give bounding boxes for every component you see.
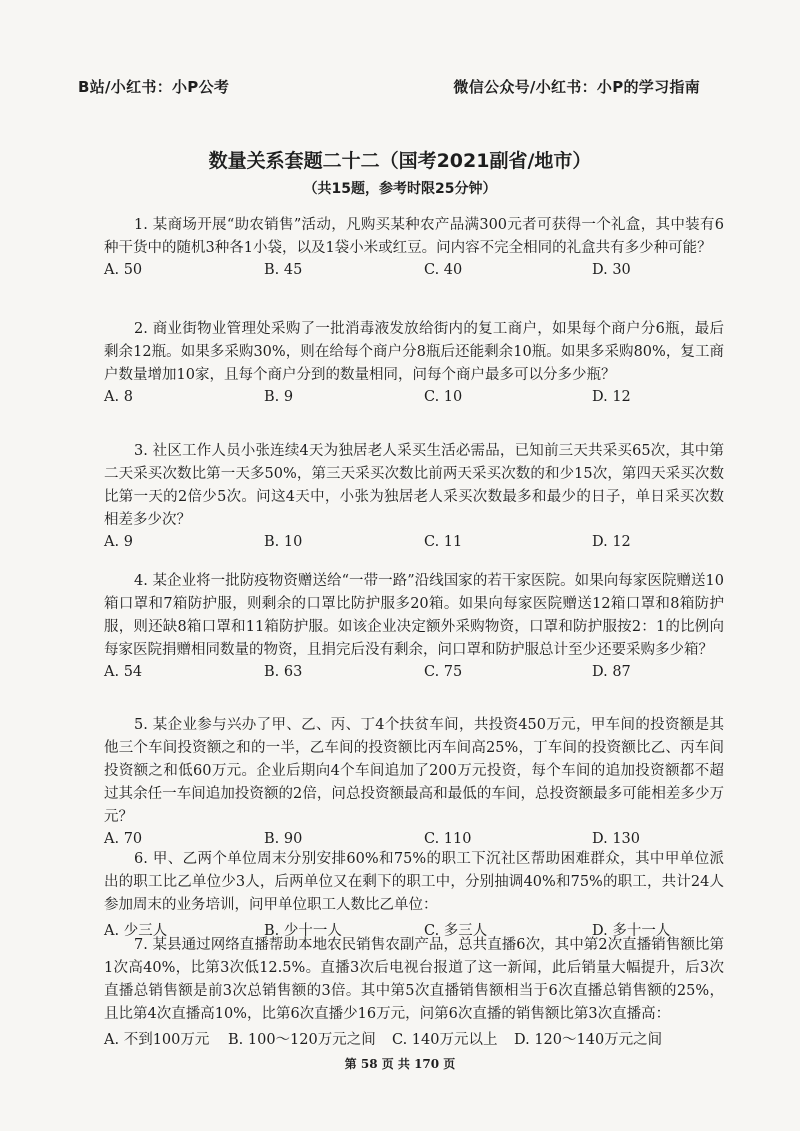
- question-stem: 6. 甲、乙两个单位周末分别安排60%和75%的职工下沉社区帮助困难群众，其中甲单位派出的职工比乙单位少3人，后两单位又在剩下的职工中，分别抽调40%和75%的职工，共计24人参加周末的业务培训，问甲单位职工人数比乙单位：: [104, 851, 724, 913]
- question-stem: 4. 某企业将一批防疫物资赠送给“一带一路”沿线国家的若干家医院。如果向每家医院赠送10箱口罩和7箱防护服，则剩余的口罩比防护服多20箱。如果向每家医院赠送12箱口罩和8箱防护服，则还缺8箱口罩和11箱防护服。如该企业决定额外采购物资，口罩和防护服按2：1的比例向每家医院捐赠相同数量的物资，且捐完后没有剩余，问口罩和防护服总计至少还要采购多少箱？: [104, 573, 724, 658]
- option-a: A. 54: [104, 664, 143, 680]
- option-c: C. 多三人: [424, 923, 488, 939]
- option-a: A. 不到100万元: [104, 1032, 210, 1048]
- options-row: [104, 1028, 724, 1050]
- option-c: C. 110: [424, 831, 472, 847]
- option-b: B. 90: [264, 831, 303, 847]
- option-a: A. 8: [104, 389, 133, 405]
- question-stem: 2. 商业街物业管理处采购了一批消毒液发放给街内的复工商户，如果每个商户分6瓶，最后剩余12瓶。如果多采购30%，则在给每个商户分8瓶后还能剩余10瓶。如果多采购80%，复工商户数量增加10家，且每个商户分到的数量相同，问每个商户最多可以分多少瓶？: [104, 321, 724, 383]
- question-stem: 3. 社区工作人员小张连续4天为独居老人采买生活必需品，已知前三天共采买65次，其中第二天采买次数比第一天多50%，第三天采买次数比前两天采买次数的和少15次，第四天采买次数比第一天的2倍少5次。问这4天中，小张为独居老人采买次数最多和最少的日子，单日采买次数相差多少次？: [104, 443, 724, 528]
- option-d: D. 130: [592, 831, 641, 847]
- options-row: [104, 389, 724, 411]
- page-footer: 第 58 页 共 170 页: [344, 1057, 456, 1071]
- option-a: A. 70: [104, 831, 143, 847]
- option-b: B. 10: [264, 534, 303, 550]
- option-a: A. 50: [104, 262, 143, 278]
- question-stem: 1. 某商场开展“助农销售”活动，凡购买某种农产品满300元者可获得一个礼盒，其中装有6种干货中的随机3种各1小袋，以及1袋小米或红豆。问内容不完全相同的礼盒共有多少种可能？: [104, 217, 724, 256]
- option-b: B. 9: [264, 389, 294, 405]
- options-row: [104, 534, 724, 556]
- option-c: C. 75: [424, 664, 463, 680]
- option-c: C. 11: [424, 534, 463, 550]
- option-c: C. 10: [424, 389, 463, 405]
- options-row: [104, 262, 724, 284]
- option-a: A. 少三人: [104, 923, 168, 939]
- question-4: [104, 570, 724, 686]
- option-b: B. 100～120万元之间: [228, 1032, 376, 1048]
- option-b: B. 63: [264, 664, 303, 680]
- option-d: D. 12: [592, 534, 631, 550]
- question-2: [104, 318, 724, 411]
- option-b: B. 45: [264, 262, 303, 278]
- option-d: D. 87: [592, 664, 631, 680]
- question-stem: 7. 某县通过网络直播帮助本地农民销售农副产品，总共直播6次，其中第2次直播销售额比第1次高40%，比第3次低12.5%。直播3次后电视台报道了这一新闻，此后销量大幅提升，后3次直播总销售额是前3次总销售额的3倍。其中第5次直播销售额相当于6次直播总销售额的25%，且比第4次直播高10%，比第6次直播少16万元，问第6次直播的销售额比第3次直播高：: [104, 937, 724, 1022]
- header-left: B站/小红书：小P公考: [78, 78, 230, 96]
- question-5: [104, 714, 724, 853]
- question-7: [104, 934, 724, 1050]
- page-subtitle: （共15题，参考时限25分钟）: [303, 181, 497, 197]
- question-1: [104, 214, 724, 284]
- option-d: D. 12: [592, 389, 631, 405]
- header-right: 微信公众号/小红书：小P的学习指南: [453, 78, 700, 96]
- option-b: B. 少十一人: [264, 923, 342, 939]
- option-a: A. 9: [104, 534, 133, 550]
- question-6: [104, 848, 724, 941]
- option-d: D. 120～140万元之间: [514, 1032, 663, 1048]
- option-c: C. 140万元以上: [392, 1032, 498, 1048]
- question-3: [104, 440, 724, 556]
- page-title: 数量关系套题二十二（国考2021副省/地市）: [208, 150, 592, 172]
- option-c: C. 40: [424, 262, 463, 278]
- options-row: [104, 664, 724, 686]
- question-stem: 5. 某企业参与兴办了甲、乙、丙、丁4个扶贫车间，共投资450万元，甲车间的投资额是其他三个车间投资额之和的一半，乙车间的投资额比丙车间高25%，丁车间的投资额比乙、丙车间投资额之和低60万元。企业后期向4个车间追加了200万元投资，每个车间的追加投资额都不超过其余任一车间追加投资额的2倍，问总投资额最高和最低的车间，总投资额最多可能相差多少万元？: [104, 717, 724, 825]
- option-d: D. 多十一人: [592, 923, 671, 939]
- option-d: D. 30: [592, 262, 631, 278]
